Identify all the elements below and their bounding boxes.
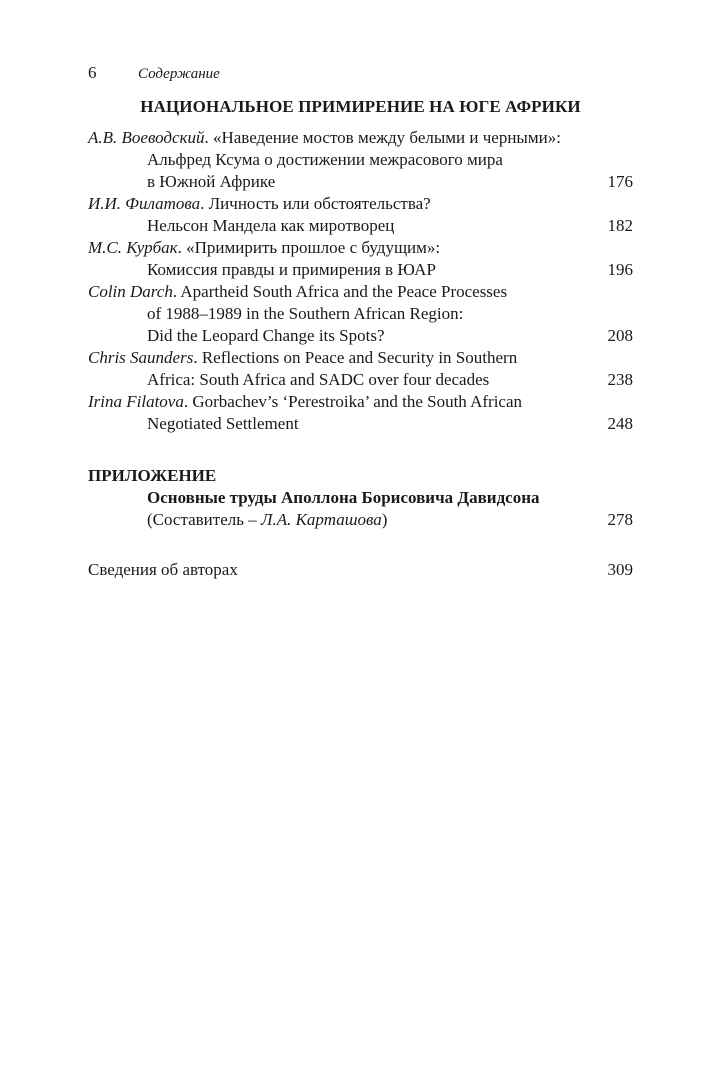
entry-author: И.И. Филатова xyxy=(88,194,201,213)
toc-entry xyxy=(88,391,633,435)
toc-entry xyxy=(88,281,633,347)
entry-title: . Apartheid South Africa and the Peace Processes xyxy=(172,282,508,301)
entry-title: . Gorbachev’s ‘Perestroika’ and the South African xyxy=(183,392,523,411)
about-authors-page-number: 309 xyxy=(607,560,633,579)
entry-title-continuation: Альфред Ксума о достижении межрасового мира xyxy=(147,150,503,169)
compiler-suffix: ) xyxy=(381,510,388,529)
entry-first-line xyxy=(88,237,633,259)
appendix-page-number: 278 xyxy=(607,510,633,529)
appendix-work-title: Основные труды Аполлона Борисовича Давидсона xyxy=(147,488,540,507)
entry-title: . «Наведение мостов между белыми и черными»: xyxy=(204,128,561,147)
entry-author: А.В. Воеводский xyxy=(88,128,205,147)
entry-title-continuation: Negotiated Settlement xyxy=(147,414,299,433)
about-authors-entry xyxy=(88,559,633,581)
entry-title-continuation: Africa: South Africa and SADC over four decades xyxy=(147,370,490,389)
entry-first-line xyxy=(88,347,633,369)
entry-author: М.С. Курбак xyxy=(88,238,178,257)
entry-first-line xyxy=(88,127,633,149)
entry-title-continuation: в Южной Африке xyxy=(147,172,276,191)
appendix-entry xyxy=(88,487,633,531)
toc-page xyxy=(88,62,633,581)
entry-title: . «Примирить прошлое с будущим»: xyxy=(177,238,441,257)
entry-title: . Reflections on Peace and Security in Southern xyxy=(193,348,518,367)
toc-entry xyxy=(88,193,633,237)
entry-page-number: 248 xyxy=(607,414,633,433)
toc-entry xyxy=(88,237,633,281)
entry-author: Irina Filatova xyxy=(88,392,184,411)
appendix-compiler-line xyxy=(88,509,633,531)
entry-page-number: 176 xyxy=(607,172,633,191)
toc-entry xyxy=(88,127,633,193)
entry-title-continuation: Нельсон Мандела как миротворец xyxy=(147,216,395,235)
entry-first-line xyxy=(88,281,633,303)
entry-title: . Личность или обстоятельства? xyxy=(200,194,431,213)
entry-title-continuation: Did the Leopard Change its Spots? xyxy=(147,326,385,345)
section-title: НАЦИОНАЛЬНОЕ ПРИМИРЕНИЕ НА ЮГЕ АФРИКИ xyxy=(140,97,581,116)
entry-title-continuation: of 1988–1989 in the Southern African Region: xyxy=(147,304,464,323)
entry-author: Colin Darch xyxy=(88,282,173,301)
entry-first-line xyxy=(88,391,633,413)
page-number: 6 xyxy=(88,63,97,82)
entry-author: Chris Saunders xyxy=(88,348,194,367)
compiler-prefix: (Составитель – xyxy=(147,510,261,529)
entry-title-continuation: Комиссия правды и примирения в ЮАР xyxy=(147,260,436,279)
entry-page-number: 208 xyxy=(607,326,633,345)
compiler-name: Л.А. Карташова xyxy=(261,510,382,529)
entry-page-number: 182 xyxy=(607,216,633,235)
toc-entry xyxy=(88,347,633,391)
about-authors-label: Сведения об авторах xyxy=(88,560,238,579)
entry-first-line xyxy=(88,193,633,215)
entry-page-number: 238 xyxy=(607,370,633,389)
appendix-title: ПРИЛОЖЕНИЕ xyxy=(88,466,217,485)
entry-page-number: 196 xyxy=(607,260,633,279)
running-title: Содержание xyxy=(138,66,220,82)
running-head xyxy=(88,62,633,88)
